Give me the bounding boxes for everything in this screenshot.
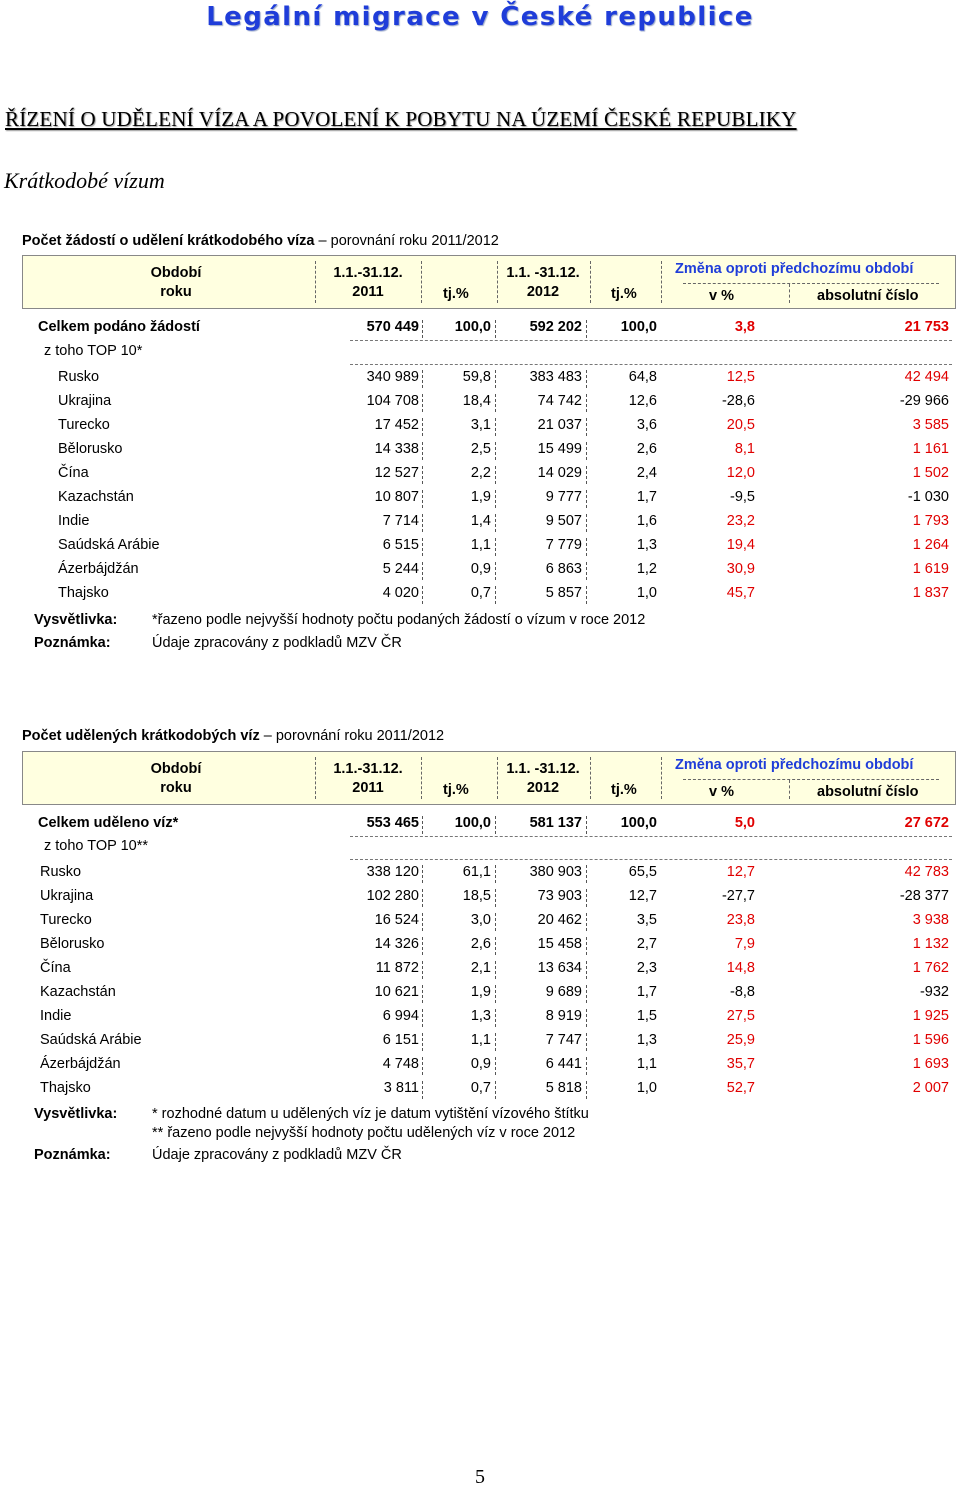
value-2012: 581 137: [529, 815, 582, 831]
header-2011-line2: 2011: [352, 284, 384, 300]
change-abs: 1 793: [912, 513, 949, 529]
value-2011: 4 020: [382, 585, 419, 601]
table-row: [0, 390, 960, 414]
header-pct-2011: tj.%: [443, 782, 469, 798]
value-2011: 10 621: [374, 984, 419, 1000]
table-row: [0, 957, 960, 981]
page-title: Legální migrace v České republice: [206, 2, 754, 32]
value-2012: 5 818: [545, 1080, 582, 1096]
pct-2012: 1,3: [636, 537, 657, 553]
pct-2012: 2,4: [636, 465, 657, 481]
change-pct: 52,7: [726, 1080, 755, 1096]
change-pct: 20,5: [726, 417, 755, 433]
table-row: [0, 582, 960, 606]
pct-2011: 1,9: [470, 489, 491, 505]
change-pct: 12,0: [726, 465, 755, 481]
row-name: Indie: [40, 1008, 72, 1024]
change-pct: 7,9: [734, 936, 755, 952]
change-pct: 45,7: [726, 585, 755, 601]
table-heading-rest: porovnání roku 2011/2012: [275, 728, 445, 744]
table-row: [0, 861, 960, 885]
pct-2011: 59,8: [462, 369, 491, 385]
header-change: Změna oproti předchozímu období: [675, 261, 914, 277]
change-abs: 1 619: [912, 561, 949, 577]
pct-2011: 2,2: [470, 465, 491, 481]
row-name: Indie: [58, 513, 90, 529]
value-2012: 21 037: [537, 417, 582, 433]
pct-2011: 3,1: [470, 417, 491, 433]
table-header: [22, 751, 956, 805]
pct-2012: 1,7: [636, 984, 657, 1000]
pct-2011: 61,1: [462, 864, 491, 880]
pct-2011: 0,7: [470, 585, 491, 601]
header-2011-line1: 1.1.-31.12.: [333, 265, 403, 281]
header-2012-line1: 1.1. -31.12.: [506, 761, 580, 777]
table-heading-dash: –: [318, 233, 327, 249]
value-2012: 7 747: [545, 1032, 582, 1048]
explanation-label: Vysvětlivka:: [34, 1106, 118, 1122]
table-row: [0, 1077, 960, 1101]
row-name: Kazachstán: [40, 984, 116, 1000]
header-change: Změna oproti předchozímu období: [675, 757, 914, 773]
value-2011: 6 515: [382, 537, 419, 553]
value-2011: 102 280: [366, 888, 419, 904]
table-heading-bold: Počet udělených krátkodobých víz: [22, 728, 260, 744]
header-period-line2: roku: [160, 284, 192, 300]
change-abs: 42 494: [904, 369, 949, 385]
value-2011: 6 994: [382, 1008, 419, 1024]
table-row: [0, 510, 960, 534]
change-abs: 1 502: [912, 465, 949, 481]
value-2011: 16 524: [374, 912, 419, 928]
chapter-heading: ŘÍZENÍ O UDĚLENÍ VÍZA A POVOLENÍ K POBYTU NA ÚZEMÍ ČESKÉ REPUBLIKY: [5, 107, 797, 131]
value-2012: 7 779: [545, 537, 582, 553]
table-row: [0, 366, 960, 390]
pct-2011: 100,0: [454, 319, 491, 335]
change-abs: 1 132: [912, 936, 949, 952]
header-2011-line1: 1.1.-31.12.: [333, 761, 403, 777]
change-pct: -27,7: [721, 888, 755, 904]
pct-2012: 2,3: [636, 960, 657, 976]
row-name: Rusko: [58, 369, 100, 385]
value-2012: 14 029: [537, 465, 582, 481]
change-abs: 27 672: [904, 815, 949, 831]
value-2012: 9 507: [545, 513, 582, 529]
header-period-line2: roku: [160, 780, 192, 796]
table-header: [22, 255, 956, 309]
row-name: Ukrajina: [40, 888, 94, 904]
row-name: Ázerbájdžán: [40, 1056, 121, 1072]
row-name: Bělorusko: [40, 936, 105, 952]
value-2012: 15 499: [537, 441, 582, 457]
change-abs: -1 030: [907, 489, 949, 505]
table-heading-rest: porovnání roku 2011/2012: [330, 233, 499, 249]
value-2011: 3 811: [383, 1080, 419, 1096]
pct-2011: 1,4: [470, 513, 491, 529]
explanation-text-1: * rozhodné datum u udělených víz je datum vytištění vízového štítku: [152, 1106, 589, 1122]
row-name: Thajsko: [58, 585, 109, 601]
value-2011: 4 748: [382, 1056, 419, 1072]
value-2012: 13 634: [537, 960, 582, 976]
table-heading-dash: –: [263, 728, 272, 744]
section-heading: Krátkodobé vízum: [4, 168, 165, 193]
change-pct: 3,8: [734, 319, 755, 335]
header-period-line1: Období: [150, 761, 202, 777]
explanation-label: Vysvětlivka:: [34, 612, 118, 628]
note-label: Poznámka:: [34, 635, 111, 651]
pct-2012: 3,5: [636, 912, 657, 928]
change-pct: 12,7: [726, 864, 755, 880]
row-name: Turecko: [58, 417, 110, 433]
pct-2012: 100,0: [620, 815, 657, 831]
pct-2012: 100,0: [620, 319, 657, 335]
change-abs: -29 966: [899, 393, 949, 409]
row-name: Turecko: [40, 912, 92, 928]
table-row: [0, 1053, 960, 1077]
pct-2012: 1,1: [636, 1056, 657, 1072]
change-abs: 1 762: [912, 960, 949, 976]
header-2011-line2: 2011: [352, 780, 384, 796]
value-2012: 6 863: [545, 561, 582, 577]
pct-2012: 65,5: [628, 864, 657, 880]
value-2012: 5 857: [545, 585, 582, 601]
table-row: [0, 981, 960, 1005]
page-number: 5: [475, 1466, 485, 1488]
table-row: [0, 462, 960, 486]
pct-2011: 2,1: [470, 960, 491, 976]
value-2011: 553 465: [366, 815, 419, 831]
pct-2012: 1,6: [636, 513, 657, 529]
row-name: Saúdská Arábie: [58, 537, 160, 553]
change-pct: 23,8: [726, 912, 755, 928]
pct-2011: 1,3: [470, 1008, 491, 1024]
pct-2012: 12,7: [628, 888, 657, 904]
value-2011: 570 449: [366, 319, 419, 335]
note-text: Údaje zpracovány z podkladů MZV ČR: [152, 1147, 402, 1163]
value-2011: 340 989: [366, 369, 419, 385]
pct-2011: 0,7: [470, 1080, 491, 1096]
change-pct: 25,9: [726, 1032, 755, 1048]
pct-2011: 2,5: [470, 441, 491, 457]
pct-2012: 1,0: [636, 585, 657, 601]
change-abs: 1 925: [912, 1008, 949, 1024]
pct-2011: 1,1: [470, 1032, 491, 1048]
table-heading: [22, 233, 499, 249]
change-pct: 35,7: [726, 1056, 755, 1072]
header-change-pct: v %: [709, 288, 734, 304]
change-abs: 1 837: [912, 585, 949, 601]
explanation-text: *řazeno podle nejvyšší hodnoty počtu podaných žádostí o vízum v roce 2012: [152, 612, 646, 628]
change-pct: 19,4: [726, 537, 755, 553]
note-text: Údaje zpracovány z podkladů MZV ČR: [152, 635, 402, 651]
row-name: Ukrajina: [58, 393, 112, 409]
header-change-abs: absolutní číslo: [817, 288, 919, 304]
row-name: Čína: [40, 960, 71, 976]
pct-2011: 100,0: [454, 815, 491, 831]
header-2012-line2: 2012: [526, 780, 560, 796]
table-row: [0, 414, 960, 438]
row-name: Thajsko: [40, 1080, 91, 1096]
explanation-text-2: ** řazeno podle nejvyšší hodnoty počtu udělených víz v roce 2012: [152, 1125, 576, 1141]
pct-2012: 1,5: [636, 1008, 657, 1024]
value-2011: 14 338: [374, 441, 419, 457]
table-row: [0, 909, 960, 933]
pct-2011: 2,6: [470, 936, 491, 952]
pct-2012: 1,3: [636, 1032, 657, 1048]
change-pct: 14,8: [726, 960, 755, 976]
change-abs: 1 596: [912, 1032, 949, 1048]
value-2012: 380 903: [529, 864, 582, 880]
header-2012-line1: 1.1. -31.12.: [506, 265, 580, 281]
value-2011: 10 807: [374, 489, 419, 505]
pct-2012: 1,2: [636, 561, 657, 577]
header-period-line1: Období: [150, 265, 202, 281]
pct-2012: 3,6: [636, 417, 657, 433]
change-pct: 5,0: [734, 815, 755, 831]
change-abs: 1 161: [912, 441, 949, 457]
pct-2012: 2,6: [636, 441, 657, 457]
header-pct-2012: tj.%: [611, 286, 637, 302]
change-pct: -28,6: [721, 393, 755, 409]
value-2012: 6 441: [545, 1056, 582, 1072]
table-heading: [22, 728, 444, 744]
change-pct: 12,5: [726, 369, 755, 385]
value-2011: 14 326: [374, 936, 419, 952]
table-heading-bold: Počet žádostí o udělení krátkodobého víza: [22, 233, 315, 249]
value-2012: 592 202: [529, 319, 582, 335]
value-2011: 11 872: [375, 960, 419, 976]
value-2011: 7 714: [382, 513, 419, 529]
table-row: [0, 558, 960, 582]
value-2011: 12 527: [374, 465, 419, 481]
change-pct: 27,5: [726, 1008, 755, 1024]
value-2011: 104 708: [366, 393, 419, 409]
value-2012: 74 742: [537, 393, 582, 409]
header-change-pct: v %: [709, 784, 734, 800]
table-row-total: [0, 316, 960, 340]
pct-2011: 18,5: [462, 888, 491, 904]
table-row: [0, 1005, 960, 1029]
pct-2012: 2,7: [636, 936, 657, 952]
change-abs: 3 938: [912, 912, 949, 928]
change-abs: 21 753: [904, 319, 949, 335]
table-row: [0, 933, 960, 957]
change-pct: 23,2: [726, 513, 755, 529]
value-2011: 5 244: [382, 561, 419, 577]
table-row: [0, 1029, 960, 1053]
value-2012: 73 903: [537, 888, 582, 904]
pct-2012: 64,8: [628, 369, 657, 385]
value-2012: 15 458: [537, 936, 582, 952]
table-row: [0, 534, 960, 558]
row-name: Celkem podáno žádostí: [38, 319, 200, 335]
change-pct: 30,9: [726, 561, 755, 577]
value-2012: 9 777: [545, 489, 582, 505]
row-name: Celkem uděleno víz*: [38, 815, 179, 831]
row-name: Rusko: [40, 864, 82, 880]
value-2012: 8 919: [545, 1008, 582, 1024]
change-pct: -8,8: [730, 984, 755, 1000]
table-row: [0, 885, 960, 909]
pct-2011: 18,4: [462, 393, 491, 409]
pct-2011: 0,9: [470, 1056, 491, 1072]
row-name: Saúdská Arábie: [40, 1032, 142, 1048]
change-abs: 1 264: [912, 537, 949, 553]
table-row: [0, 438, 960, 462]
pct-2012: 1,0: [636, 1080, 657, 1096]
table-row-total: [0, 812, 960, 836]
header-pct-2011: tj.%: [443, 286, 469, 302]
change-abs: -28 377: [899, 888, 949, 904]
change-abs: 1 693: [912, 1056, 949, 1072]
row-name: Kazachstán: [58, 489, 134, 505]
row-name: Ázerbájdžán: [58, 561, 139, 577]
value-2011: 6 151: [382, 1032, 419, 1048]
change-abs: 2 007: [912, 1080, 949, 1096]
pct-2011: 0,9: [470, 561, 491, 577]
row-name: Bělorusko: [58, 441, 123, 457]
pct-2011: 1,1: [470, 537, 491, 553]
value-2012: 20 462: [537, 912, 582, 928]
row-name: Čína: [58, 465, 89, 481]
subheading: z toho TOP 10**: [44, 838, 148, 854]
change-pct: -9,5: [730, 489, 755, 505]
header-2012-line2: 2012: [526, 284, 560, 300]
change-abs: -932: [919, 984, 949, 1000]
pct-2011: 3,0: [470, 912, 491, 928]
value-2011: 338 120: [366, 864, 419, 880]
subheading: z toho TOP 10*: [44, 343, 143, 359]
pct-2011: 1,9: [470, 984, 491, 1000]
change-abs: 3 585: [912, 417, 949, 433]
note-label: Poznámka:: [34, 1147, 111, 1163]
header-change-abs: absolutní číslo: [817, 784, 919, 800]
header-pct-2012: tj.%: [611, 782, 637, 798]
pct-2012: 1,7: [636, 489, 657, 505]
value-2012: 383 483: [529, 369, 582, 385]
value-2011: 17 452: [374, 417, 419, 433]
value-2012: 9 689: [545, 984, 582, 1000]
change-pct: 8,1: [734, 441, 755, 457]
pct-2012: 12,6: [628, 393, 657, 409]
change-abs: 42 783: [904, 864, 949, 880]
table-row: [0, 486, 960, 510]
